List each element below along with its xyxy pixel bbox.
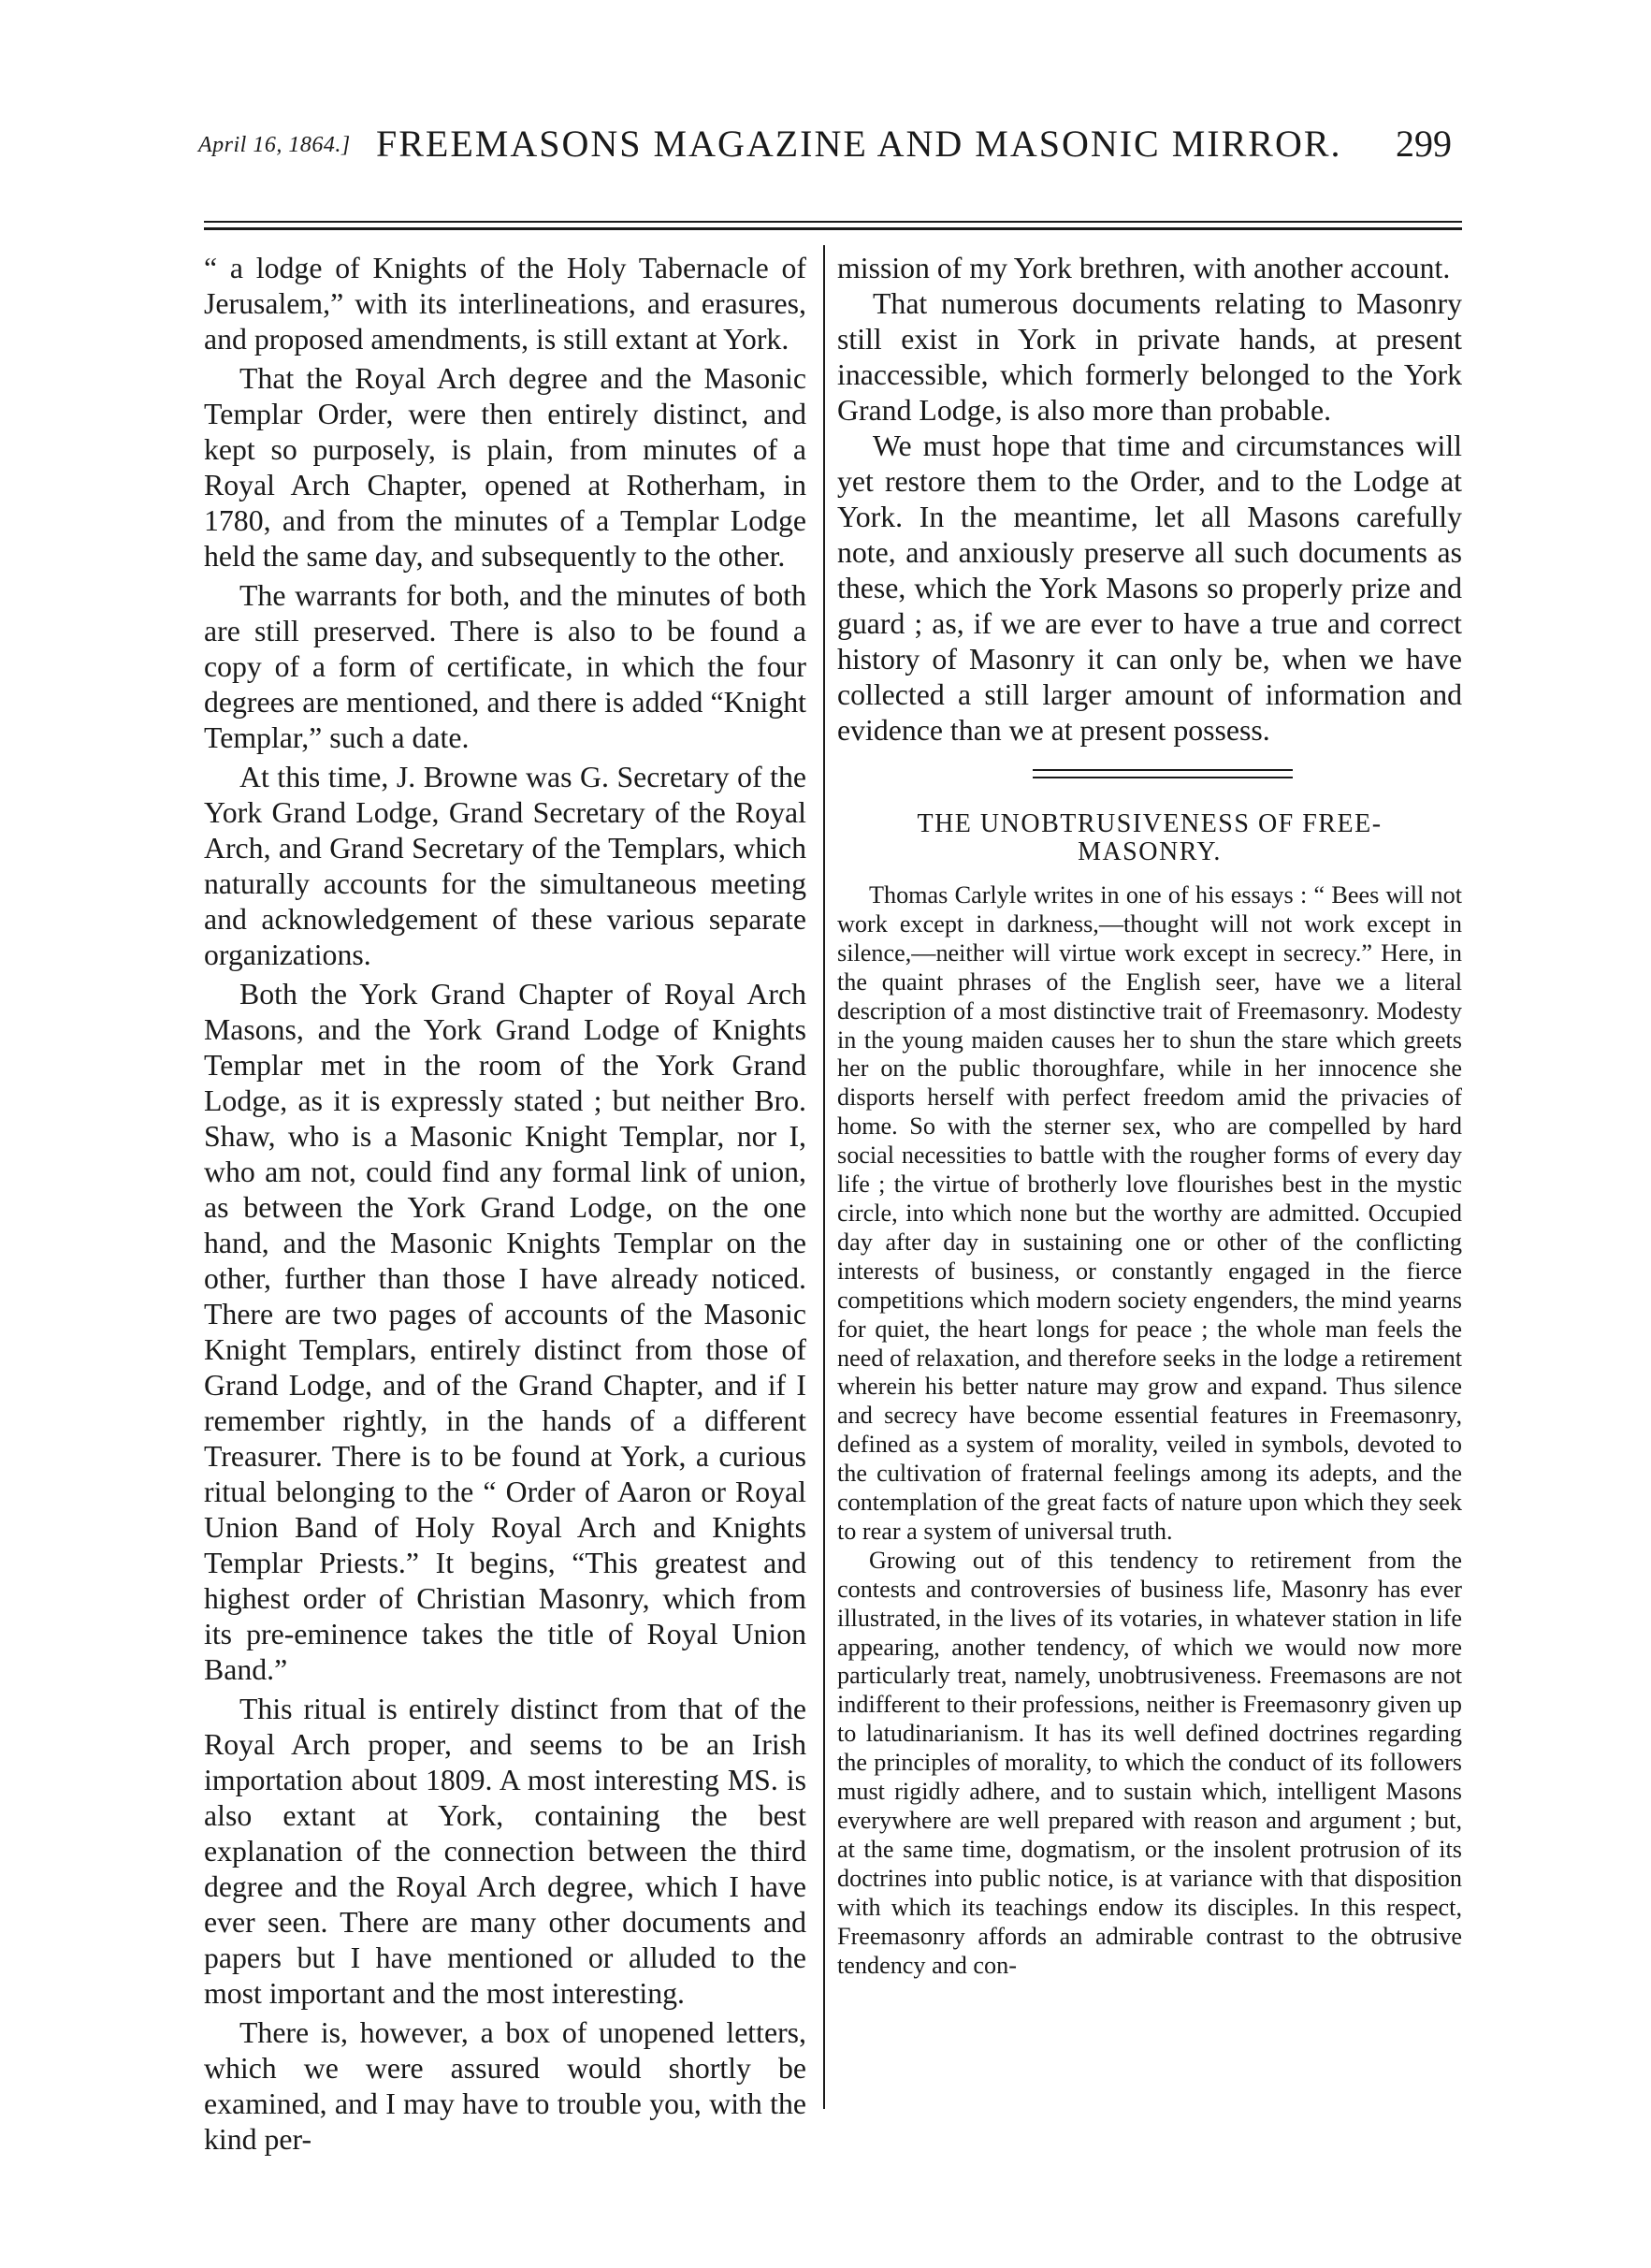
paragraph: Both the York Grand Chapter of Royal Arch Masons, and the York Grand Lodge of Knights Templar met in the room of the York Grand Lodge, as it is expressly stated ; but neither Bro. Shaw, who is a Masonic Knight Templar, nor I, who am not, could find any formal link of union, as between the York Grand Lodge, on the one hand, and the Masonic Knights Templar on the other, further than those I have already noticed. There are two pages of accounts of the Masonic Knight Templars, entirely distinct from those of Grand Lodge, and of the Grand Chapter, and if I remember rightly, in the hands of a different Treasurer. There is to be found at York, a curious ritual belonging to the “ Order of Aaron or Royal Union Band of Holy Royal Arch and Knights Templar Priests.” It begins, “This greatest and highest order of Christian Masonry, which from its pre-eminence takes the title of Royal Union Band.” xyxy=(204,978,806,1686)
page-number: 299 xyxy=(1396,123,1452,165)
column-divider xyxy=(823,245,825,2109)
right-column xyxy=(837,251,1462,1980)
article-body xyxy=(837,881,1462,1980)
article-title xyxy=(837,810,1462,866)
paragraph: mission of my York brethren, with another account. xyxy=(837,252,1451,284)
paragraph: We must hope that time and circumstances will yet restore them to the Order, and to the Lodge at York. In the meantime, let all Masons carefully note, and anxiously preserve all such documents as these, which the York Masons so properly prize and guard ; as, if we are ever to have a true and correct history of Masonry it can only be, when we have collected a still larger amount of information and evidence than we at present possess. xyxy=(837,429,1462,747)
paragraph: At this time, J. Browne was G. Secretary of the York Grand Lodge, Grand Secretary of the Royal Arch, and Grand Secretary of the Templars, which naturally accounts for the simultaneous meeting and acknowledgement of these various separate organizations. xyxy=(204,761,806,971)
header-rule-thick xyxy=(204,227,1462,230)
running-header xyxy=(198,122,1461,187)
left-column xyxy=(204,251,806,2161)
paragraph: Thomas Carlyle writes in one of his essays : “ Bees will not work except in darkness,—thought will not work except in silence,—neither will virtue work except in secrecy.” Here, in the quaint phrases of the English seer, have we a literal description of a most distinctive trait of Freemasonry. Modesty in the young maiden causes her to shun the stare which greets her on the public thoroughfare, while in her innocence she disports herself with perfect freedom amid the privacies of home. So with the sterner sex, who are compelled by hard social necessities to battle with the rougher forms of every day life ; the virtue of brotherly love flourishes best in the mystic circle, into which none but the worthy are admitted. Occupied day after day in sustaining one or other of the conflicting interests of business, or constantly engaged in the fierce competitions which modern society engenders, the mind yearns for quiet, the heart longs for peace ; the whole man feels the need of relaxation, and therefore seeks in the lodge a retirement wherein his better nature may grow and expand. Thus silence and secrecy have become essential features in Freemasonry, defined as a system of morality, veiled in symbols, devoted to the cultivation of fraternal feelings among its adepts, and the contemplation of the great facts of nature upon which they seek to rear a system of universal truth. xyxy=(837,881,1462,1545)
paragraph: That the Royal Arch degree and the Masonic Templar Order, were then entirely distinct, and kept so purposely, is plain, from minutes of a Royal Arch Chapter, opened at Rotherham, in 1780, and from the minutes of a Templar Lodge held the same day, and subsequently to the other. xyxy=(204,362,806,573)
magazine-title: FREEMASONS MAGAZINE AND MASONIC MIRROR. xyxy=(376,123,1342,165)
paragraph: That numerous documents relating to Masonry still exist in York in private hands, at present inaccessible, which formerly belonged to the York Grand Lodge, is also more than probable. xyxy=(837,287,1462,427)
paragraph: “ a lodge of Knights of the Holy Tabernacle of Jerusalem,” with its interlineations, and erasures, and proposed amendments, is still extant at York. xyxy=(204,252,806,356)
article-title-line: THE UNOBTRUSIVENESS OF FREE- xyxy=(917,809,1383,838)
header-rule-thin xyxy=(204,221,1462,223)
issue-date: April 16, 1864.] xyxy=(198,133,351,157)
paragraph: Growing out of this tendency to retirement from the contests and controversies of business life, Masonry has ever illustrated, in the lives of its votaries, in whatever station in life appearing, another tendency, of which we would now more particularly treat, namely, unobtrusiveness. Freemasons are not indifferent to their professions, neither is Freemasonry given up to latudinarianism. It has its well defined doctrines regarding the principles of morality, to which the conduct of its followers must rigidly adhere, and to sustain which, intelligent Masons everywhere are well prepared with reason and argument ; but, at the same time, dogmatism, or the insolent protrusion of its doctrines into public notice, is at variance with that disposition with which its teachings endow its disciples. In this respect, Freemasonry affords an admirable contrast to the obtrusive tendency and con- xyxy=(837,1546,1462,1979)
paragraph: This ritual is entirely distinct from that of the Royal Arch proper, and seems to be an Irish importation about 1809. A most interesting MS. is also extant at York, containing the best explanation of the connection between the third degree and the Royal Arch degree, which I have ever seen. There are many other documents and papers but I have mentioned or alluded to the most important and the most interesting. xyxy=(204,1693,806,2010)
paragraph: There is, however, a box of unopened letters, which we were assured would shortly be examined, and I may have to trouble you, with the kind per- xyxy=(204,2016,806,2156)
paragraph: The warrants for both, and the minutes of both are still preserved. There is also to be found a copy of a form of certificate, in which the four degrees are mentioned, and there is added “Knight Templar,” such a date. xyxy=(204,579,806,754)
section-separator xyxy=(837,769,1462,784)
article-title-line: MASONRY. xyxy=(1078,837,1222,866)
